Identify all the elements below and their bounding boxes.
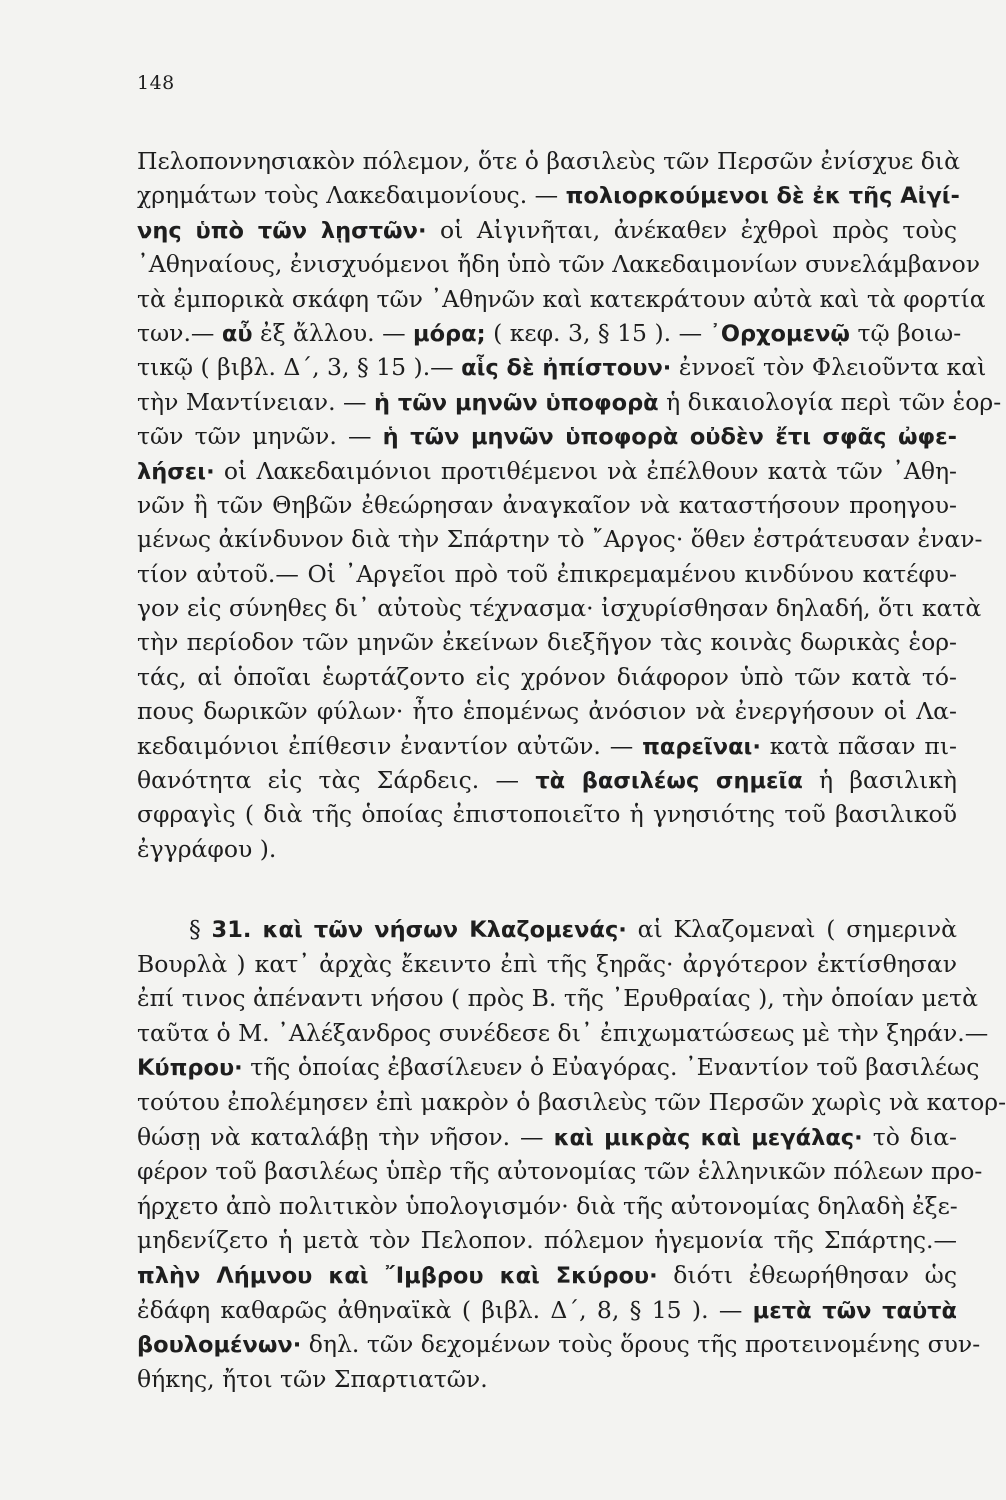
text-run: τὴν Μαντίνειαν. — xyxy=(137,387,375,416)
text-line xyxy=(137,947,957,982)
text-run: ἐξ ἄλλου. — xyxy=(252,318,414,347)
text-line xyxy=(137,178,960,212)
text-line xyxy=(137,316,962,350)
bold-term: ἡ τῶν μηνῶν ὑποφορὰ xyxy=(374,389,659,416)
text-run: ταῦτα ὁ Μ. ᾿Αλέξανδρος συνέδεσε δι᾿ ἐπιχωματώσεως μὲ τὴν ξηράν.— xyxy=(137,1018,989,1047)
text-line xyxy=(137,454,957,488)
bold-term: ἡ τῶν μηνῶν ὑποφορὰ οὐδὲν ἔτι σφᾶς ὠφε- xyxy=(382,424,957,451)
text-line xyxy=(137,1223,957,1258)
text-run: των.— xyxy=(137,318,222,347)
text-line xyxy=(137,797,957,831)
text-run: κεδαιμόνιοι ἐπίθεσιν ἐναντίον αὐτῶν. — xyxy=(137,731,643,760)
text-run: θανότητα εἰς τὰς Σάρδεις. — xyxy=(137,766,536,795)
text-run: τῷ βοιω- xyxy=(849,318,962,347)
bold-term: παρεῖναι· xyxy=(642,733,761,760)
text-run: ( κεφ. 3, § 15 ). — xyxy=(485,318,710,347)
text-run: πους δωρικῶν φύλων· ἦτο ἑπομένως ἀνόσιον νὰ ἐνεργήσουν οἱ Λα- xyxy=(137,697,957,726)
text-run: τάς, αἱ ὁποῖαι ἑωρτάζοντο εἰς χρόνον διάφορον ὑπὸ τῶν κατὰ τό- xyxy=(137,662,957,691)
text-line xyxy=(137,144,961,178)
bold-term: μετὰ τῶν ταὐτὰ xyxy=(752,1297,957,1324)
text-line xyxy=(137,1016,989,1051)
bold-term: αὖ xyxy=(221,320,253,347)
bold-term: πλὴν Λήμνου καὶ ῎Ιμβρου καὶ Σκύρου· xyxy=(137,1262,658,1289)
text-line xyxy=(137,522,983,556)
text-line xyxy=(137,1258,957,1293)
paragraph-1 xyxy=(137,144,1002,866)
paragraph-2 xyxy=(137,912,1006,1396)
text-run: οἱ Λακεδαιμόνιοι προτιθέμενοι νὰ ἐπέλθουν κατὰ τῶν ᾿Αθη- xyxy=(214,456,957,485)
bold-term: 31. καὶ τῶν νήσων Κλαζομενάς· xyxy=(211,917,627,943)
text-run: ἐπί τινος ἀπέναντι νήσου ( πρὸς Β. τῆς ᾿Ερυθραίας ), τὴν ὁποίαν μετὰ xyxy=(137,984,978,1013)
text-line xyxy=(137,694,957,728)
text-line xyxy=(137,282,986,316)
text-run: αἱ Κλαζομεναὶ ( σημερινὰ xyxy=(626,915,957,943)
text-run: τικῷ ( βιβλ. Δ΄, 3, § 15 ).— xyxy=(137,353,462,382)
text-run: ᾿Αθηναίους, ἐνισχυόμενοι ἤδη ὑπὸ τῶν Λακεδαιμονίων συνελάμβανον xyxy=(137,250,981,279)
text-line xyxy=(137,591,982,625)
text-run: κατὰ πᾶσαν πι- xyxy=(760,731,957,760)
bold-term: ᾿Ορχομενῷ xyxy=(709,320,850,347)
bold-term: βουλομένων· xyxy=(137,1332,302,1359)
bold-term: τὰ βασιλέως σημεῖα xyxy=(535,768,803,795)
text-line xyxy=(137,1154,983,1189)
text-run: τὸ δια- xyxy=(862,1122,958,1151)
text-line xyxy=(137,385,1002,419)
text-line xyxy=(137,1362,957,1397)
text-line xyxy=(137,419,957,453)
text-line xyxy=(137,350,987,384)
bold-term: πολιορκούμενοι δὲ ἐκ τῆς Αἰγί- xyxy=(565,183,960,210)
text-run: ἐγγράφου ). xyxy=(137,834,277,863)
text-line xyxy=(137,912,957,947)
text-run: νῶν ἢ τῶν Θηβῶν ἐθεώρησαν ἀναγκαῖον νὰ καταστήσουν προηγου- xyxy=(137,490,957,519)
bold-term: νης ὑπὸ τῶν λῃστῶν· xyxy=(137,217,427,244)
text-run: διότι ἐθεωρήθησαν ὡς xyxy=(657,1260,958,1289)
text-line xyxy=(137,1050,980,1085)
text-run: ἡ βασιλικὴ xyxy=(802,766,957,795)
text-line xyxy=(137,213,957,247)
text-line xyxy=(137,1085,1006,1120)
text-line xyxy=(137,660,957,694)
text-run: ήρχετο ἀπὸ πολιτικὸν ὑπολογισμόν· διὰ τῆς αὐτονομίας δηλαδὴ ἐξε- xyxy=(137,1191,958,1220)
text-line xyxy=(137,981,978,1016)
text-run: τίον αὐτοῦ.— Οἱ ᾿Αργεῖοι πρὸ τοῦ ἐπικρεμαμένου κινδύνου κατέφυ- xyxy=(137,559,957,588)
bold-term: καὶ μικρὰς καὶ μεγάλας· xyxy=(553,1124,863,1151)
bold-term: μόρα; xyxy=(413,320,486,347)
text-run: οἱ Αἰγινῆται, ἀνέκαθεν ἐχθροὶ πρὸς τοὺς xyxy=(426,215,957,244)
text-line xyxy=(137,1293,957,1328)
text-run: χρημάτων τοὺς Λακεδαιμονίους. — xyxy=(137,181,566,210)
text-line xyxy=(137,625,957,659)
text-line xyxy=(137,488,957,522)
text-run: Βουρλὰ ) κατ᾿ ἀρχὰς ἔκειντο ἐπὶ τῆς ξηρᾶς· ἀργότερον ἐκτίσθησαν xyxy=(137,949,957,978)
bold-term: αἷς δὲ ἠπίστουν· xyxy=(461,355,672,382)
text-line xyxy=(137,1327,981,1362)
bold-term: λήσει· xyxy=(137,458,215,485)
text-run: θήκης, ἤτοι τῶν Σπαρτιατῶν. xyxy=(137,1364,488,1393)
text-run: θώσῃ νὰ καταλάβῃ τὴν νῆσον. — xyxy=(137,1122,554,1151)
text-run: τῶν τῶν μηνῶν. — xyxy=(137,422,383,451)
text-run: τῆς ὁποίας ἐβασίλευεν ὁ Εὐαγόρας. ᾿Εναντίον τοῦ βασιλέως xyxy=(242,1053,980,1082)
text-run: τὴν περίοδον τῶν μηνῶν ἐκείνων διεξῆγον τὰς κοινὰς δωρικὰς ἑορ- xyxy=(137,628,957,657)
page-number: 148 xyxy=(137,72,175,94)
text-run: γον εἰς σύνηθες δι᾿ αὐτοὺς τέχνασμα· ἰσχυρίσθησαν δηλαδή, ὅτι κατὰ xyxy=(137,594,982,623)
text-run: ἡ δικαιολογία περὶ τῶν ἑορ- xyxy=(658,387,1002,416)
text-run: δηλ. τῶν δεχομένων τοὺς ὅρους τῆς προτεινομένης συν- xyxy=(301,1330,981,1359)
text-run: ἐδάφη καθαρῶς ἀθηναϊκὰ ( βιβλ. Δ΄, 8, § 15 ). — xyxy=(137,1295,753,1324)
text-run: σφραγὶς ( διὰ τῆς ὁποίας ἐπιστοποιεῖτο ἡ γνησιότης τοῦ βασιλικοῦ xyxy=(137,800,957,829)
text-run: μένως ἀκίνδυνον διὰ τὴν Σπάρτην τὸ ῎Αργος· ὅθεν ἐστράτευσαν ἐναν- xyxy=(137,525,983,554)
bold-term: Κύπρου· xyxy=(137,1055,243,1082)
text-line xyxy=(137,1189,957,1224)
text-run: φέρον τοῦ βασιλέως ὑπὲρ τῆς αὐτονομίας τῶν ἑλληνικῶν πόλεων προ- xyxy=(137,1157,983,1186)
text-line xyxy=(137,763,957,797)
text-line xyxy=(137,832,957,866)
text-line xyxy=(137,729,957,763)
text-run: μηδενίζετο ἡ μετὰ τὸν Πελοπον. πόλεμον ἡγεμονία τῆς Σπάρτης.— xyxy=(137,1226,957,1255)
text-run: Πελοποννησιακὸν πόλεμον, ὅτε ὁ βασιλεὺς τῶν Περσῶν ἐνίσχυε διὰ xyxy=(137,147,961,175)
text-line xyxy=(137,557,957,591)
text-line xyxy=(137,1120,957,1155)
text-run: τὰ ἐμπορικὰ σκάφη τῶν ᾿Αθηνῶν καὶ κατεκράτουν αὐτὰ καὶ τὰ φορτία xyxy=(137,284,986,313)
text-line xyxy=(137,247,981,281)
text-run: ἐννοεῖ τὸν Φλειοῦντα καὶ xyxy=(671,353,987,382)
text-run: τούτου ἐπολέμησεν ἐπὶ μακρὸν ὁ βασιλεὺς τῶν Περσῶν χωρὶς νὰ κατορ- xyxy=(137,1087,1006,1116)
text-run: § xyxy=(189,915,212,943)
